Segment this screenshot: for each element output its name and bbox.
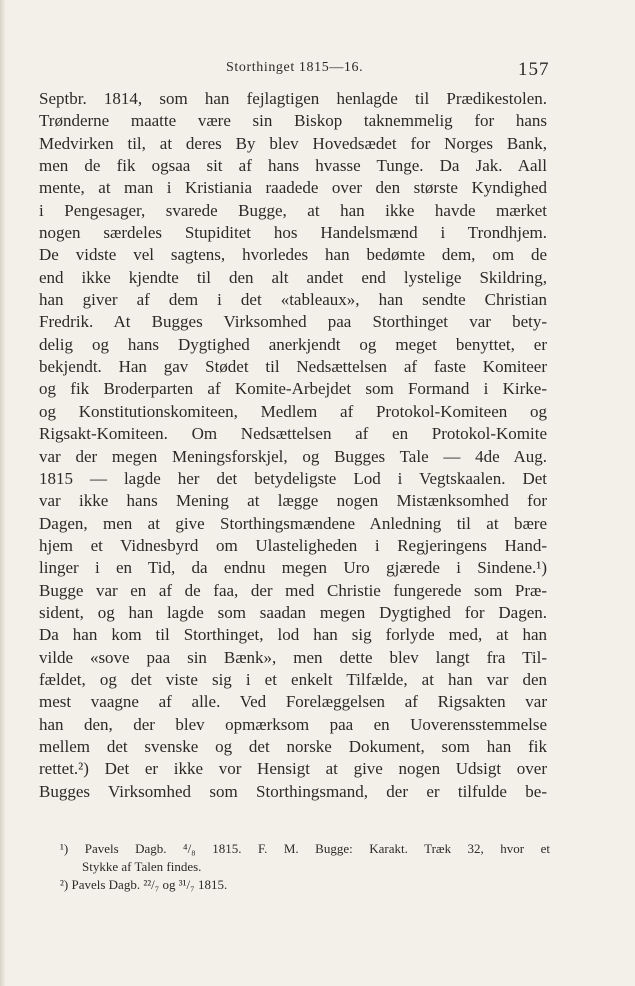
text-line: sident, og han lagde som saadan megen Dygtighed for Dagen.	[39, 602, 547, 622]
text-line: hjem et Vidnesbyrd om Ulasteligheden i Regjeringens Hand-	[39, 535, 547, 555]
page-edge-shadow	[0, 0, 6, 986]
text-line: Bugges Virksomhed som Storthingsmand, der er tilfulde be-	[39, 781, 547, 801]
page-number: 157	[518, 59, 550, 80]
text-line: vilde «sove paa sin Bænk», men dette blev langt fra Til-	[39, 647, 547, 667]
text-line: rettet.²) Det er ikke vor Hensigt at give nogen Udsigt over	[39, 759, 547, 779]
text-line: Rigsakt-Komiteen. Om Nedsættelsen af en Protokol-Komite	[39, 424, 547, 444]
running-title: Storthinget 1815—16.	[226, 60, 364, 75]
text-line: bekjendt. Han gav Stødet til Nedsættelsen af faste Komiteer	[39, 357, 547, 377]
footnote-1-continuation: Stykke af Talen findes.	[82, 859, 202, 874]
text-line: Bugge var en af de faa, der med Christie fungerede som Præ-	[39, 580, 547, 600]
text-line: nogen særdeles Stupiditet hos Handelsmænd i Trondhjem.	[39, 223, 547, 243]
text-line: var ikke hans Mening at lægge nogen Mistænksomhed for	[39, 491, 547, 511]
text-line: Da han kom til Storthinget, lod han sig forlyde med, at han	[39, 625, 547, 645]
text-line: og fik Broderparten af Komite-Arbejdet som Formand i Kirke-	[39, 379, 547, 399]
text-line: han den, der blev opmærksom paa en Uoverensstemmelse	[39, 714, 547, 734]
body-text	[39, 88, 547, 803]
text-line: han giver af dem i det «tableaux», han sendte Christian	[39, 290, 547, 310]
text-line: end ikke kjendte til den alt andet end lystelige Skildring,	[39, 267, 547, 287]
text-line: mente, at man i Kristiania raadede over den største Kyndighed	[39, 178, 547, 198]
footnote-1: ¹) Pavels Dagb. ⁴/₈ 1815. F. M. Bugge: Karakt. Træk 32, hvor et	[60, 841, 550, 856]
text-line: i Pengesager, svarede Bugge, at han ikke havde mærket	[39, 200, 547, 220]
text-line: Fredrik. At Bugges Virksomhed paa Storthinget var bety-	[39, 312, 547, 332]
text-line: og Konstitutionskomiteen, Medlem af Protokol-Komiteen og	[39, 401, 547, 421]
text-line: linger i en Tid, da endnu megen Uro gjærede i Sindene.¹)	[39, 558, 547, 578]
text-line: 1815 — lagde her det betydeligste Lod i Vegtskaalen. Det	[39, 468, 547, 488]
text-line: mellem det svenske og det norske Dokument, som han fik	[39, 736, 547, 756]
text-line: Dagen, men at give Storthingsmændene Anledning til at bære	[39, 513, 547, 533]
text-line: mest vaagne af alle. Ved Forelæggelsen af Rigsakten var	[39, 692, 547, 712]
text-line: delig og hans Dygtighed anerkjendt og meget benyttet, er	[39, 334, 547, 354]
text-line: Trønderne maatte være sin Biskop taknemmelig for hans	[39, 111, 547, 131]
footnotes	[60, 840, 550, 894]
text-line: Medvirken til, at deres By blev Hovedsædet for Norges Bank,	[39, 133, 547, 153]
text-line: De vidste vel sagtens, hvorledes han bedømte dem, om de	[39, 245, 547, 265]
text-line: men de fik ogsaa sit af hans hvasse Tunge. Da Jak. Aall	[39, 156, 547, 176]
footnote-2: ²) Pavels Dagb. ²²/₇ og ³¹/₇ 1815.	[60, 877, 228, 892]
running-head	[0, 58, 635, 82]
text-line: fældet, og det viste sig i et enkelt Tilfælde, at han var den	[39, 669, 547, 689]
text-line: Septbr. 1814, som han fejlagtigen henlagde til Prædikestolen.	[39, 89, 547, 108]
text-line: var der megen Meningsforskjel, og Bugges Tale — 4de Aug.	[39, 446, 547, 466]
